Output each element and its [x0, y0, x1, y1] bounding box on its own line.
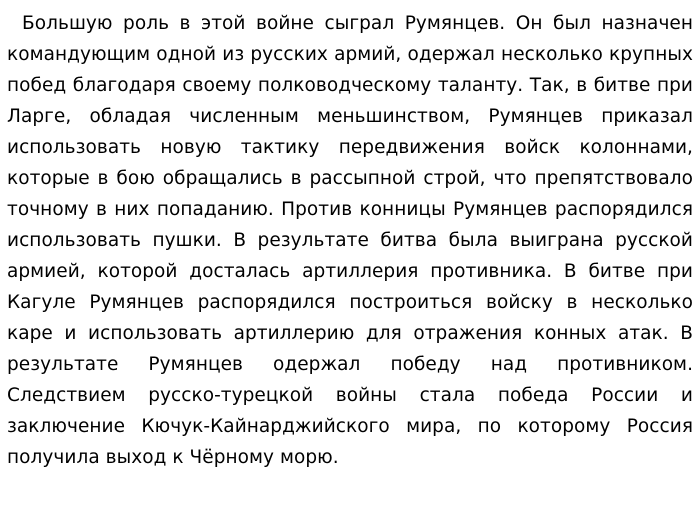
document-page [7, 8, 693, 473]
body-paragraph: Большую роль в этой войне сыграл Румянцев. Он был назначен командующим одной из русских армий, одержал несколько крупных побед благодаря своему полководческому таланту. Так, в битве при Ларге, обладая численным меньшинством, Румянцев приказал использовать новую тактику передвижения войск колоннами, которые в бою обращались в рассыпной строй, что препятствовало точному в них попаданию. Против конницы Румянцев распорядился использовать пушки. В результате битва была выиграна русской армией, которой досталась артиллерия противника. В битве при Кагуле Румянцев распорядился построиться войску в несколько каре и использовать артиллерию для отражения конных атак. В результате Румянцев одержал победу над противником. Следствием русско-турецкой войны стала победа России и заключение Кючук-Кайнарджийского мира, по которому Россия получила выход к Чёрному морю. [7, 13, 693, 468]
